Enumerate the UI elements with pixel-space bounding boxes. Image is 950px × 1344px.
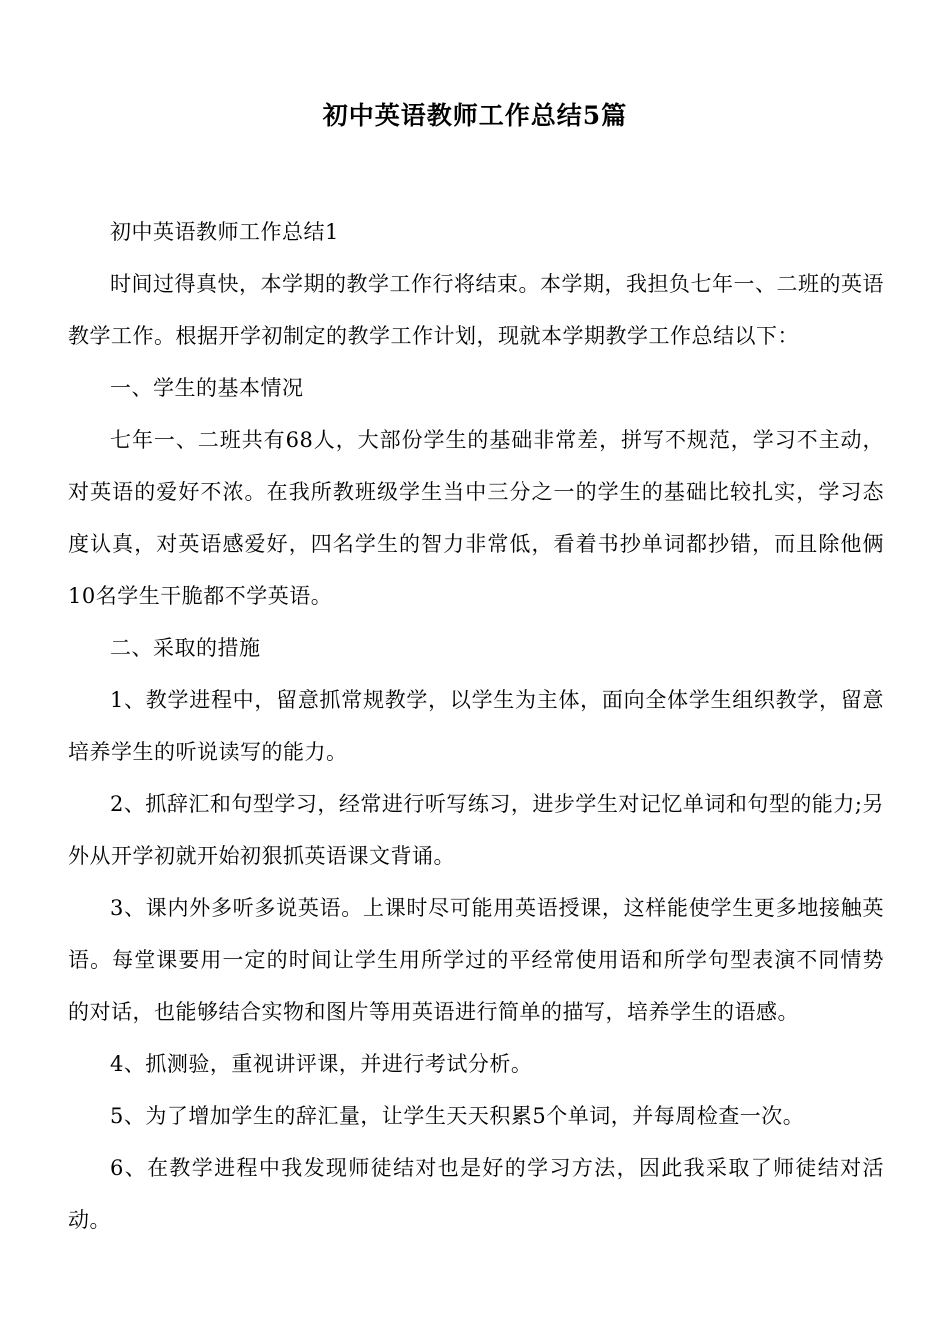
list-item: 3、课内外多听多说英语。上课时尽可能用英语授课，这样能使学生更多地接触英语。每堂课要用一定的时间让学生用所学过的平经常使用语和所学句型表演不同情势的对话，也能够结合实物和图片等用英语进行简单的描写，培养学生的语感。 bbox=[68, 896, 884, 1024]
section-heading: 初中英语教师工作总结1 bbox=[110, 220, 339, 244]
section-heading: 二、采取的措施 bbox=[110, 636, 261, 660]
section-heading: 一、学生的基本情况 bbox=[110, 376, 304, 400]
list-item: 4、抓测验，重视讲评课，并进行考试分析。 bbox=[110, 1052, 533, 1076]
list-item: 1、教学进程中，留意抓常规教学，以学生为主体，面向全体学生组织教学，留意培养学生的听说读写的能力。 bbox=[68, 688, 884, 764]
list-item: 5、为了增加学生的辞汇量，让学生天天积累5个单词，并每周检查一次。 bbox=[110, 1104, 805, 1128]
document-body bbox=[68, 206, 884, 1246]
document-title: 初中英语教师工作总结5篇 bbox=[322, 101, 628, 130]
list-item: 2、抓辞汇和句型学习，经常进行听写练习，进步学生对记忆单词和句型的能力;另外从开学初就开始初狠抓英语课文背诵。 bbox=[68, 792, 884, 868]
paragraph: 七年一、二班共有68人，大部份学生的基础非常差，拼写不规范，学习不主动，对英语的爱好不浓。在我所教班级学生当中三分之一的学生的基础比较扎实，学习态度认真，对英语感爱好，四名学生的智力非常低，看着书抄单词都抄错，而且除他俩10名学生干脆都不学英语。 bbox=[68, 428, 884, 608]
list-item: 6、在教学进程中我发现师徒结对也是好的学习方法，因此我采取了师徒结对活动。 bbox=[68, 1156, 884, 1232]
paragraph: 时间过得真快，本学期的教学工作行将结束。本学期，我担负七年一、二班的英语教学工作。根据开学初制定的教学工作计划，现就本学期教学工作总结以下： bbox=[68, 272, 884, 348]
